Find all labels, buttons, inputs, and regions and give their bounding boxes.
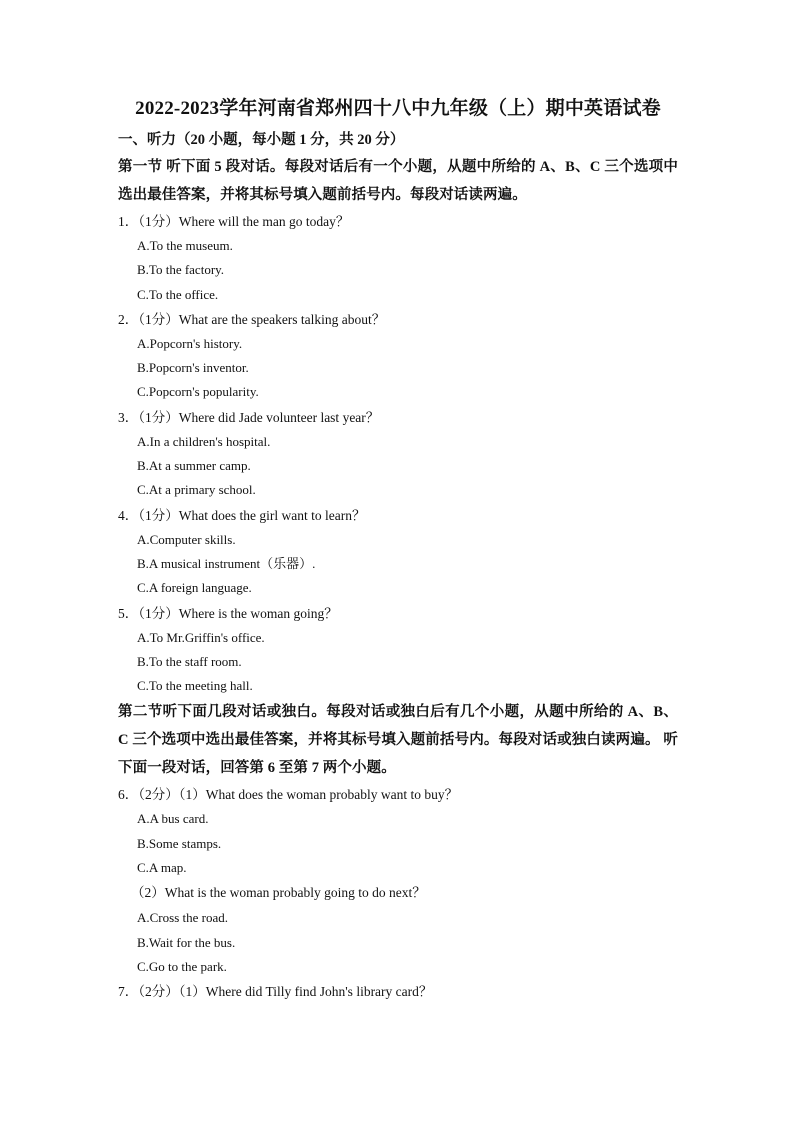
option-a: A.Cross the road.: [137, 910, 228, 926]
question-stem: 2．（1分）What are the speakers talking about？: [118, 311, 386, 327]
question-stem: 6．（2分）（1）What does the woman probably want to buy？: [118, 787, 459, 803]
option-b: B.Popcorn's inventor.: [137, 360, 249, 376]
question-stem: 3．（1分）Where did Jade volunteer last year？: [118, 409, 380, 425]
part1-instructions: 第一节 听下面 5 段对话。每段对话后有一个小题，从题中所给的 A、B、C 三个选项中选出最佳答案，并将其标号填入题前括号内。每段对话读两遍。: [118, 159, 678, 203]
question-block: [118, 601, 678, 699]
option-b: B.To the staff room.: [137, 653, 242, 669]
section-heading: 一、听力（20 小题，每小题 1 分，共 20 分）: [118, 132, 405, 148]
option-a: A.In a children's hospital.: [137, 433, 271, 449]
option-a: A.To Mr.Griffin's office.: [137, 629, 265, 645]
question-block: [118, 979, 678, 1004]
question-stem: 4．（1分）What does the girl want to learn？: [118, 507, 366, 523]
option-a: A.To the museum.: [137, 238, 233, 253]
option-b: B.To the factory.: [137, 262, 225, 278]
exam-page: [118, 92, 678, 1004]
question-block: [118, 209, 678, 307]
question-block: [118, 503, 678, 601]
option-c: C.A foreign language.: [137, 580, 252, 596]
question-stem: 1．（1分）Where will the man go today？: [118, 214, 350, 229]
option-b: B.At a summer camp.: [137, 458, 251, 474]
option-c: C.Popcorn's popularity.: [137, 384, 259, 400]
option-b: B.Some stamps.: [137, 835, 222, 851]
sub-question-stem: （2）What is the woman probably going to do next？: [131, 885, 426, 901]
option-c: C.Go to the park.: [137, 958, 227, 974]
option-b: B.A musical instrument（乐器）.: [137, 555, 316, 571]
option-a: A.Computer skills.: [137, 531, 236, 547]
exam-title: 2022-2023学年河南省郑州四十八中九年级（上）期中英语试卷: [135, 98, 661, 119]
option-a: A.A bus card.: [137, 811, 209, 827]
option-b: B.Wait for the bus.: [137, 934, 236, 950]
question-stem: 5．（1分）Where is the woman going？: [118, 605, 338, 621]
option-c: C.To the meeting hall.: [137, 678, 253, 694]
question-block: [118, 307, 678, 405]
option-c: C.A map.: [137, 860, 187, 876]
option-c: C.At a primary school.: [137, 482, 256, 498]
part2-instructions: 第二节听下面几段对话或独白。每段对话或独白后有几个小题，从题中所给的 A、B、C 三个选项中选出最佳答案，并将其标号填入题前括号内。每段对话或独白读两遍。 听下面一段对话，回答第 6 至第 7 两个小题。: [118, 704, 678, 777]
question-stem: 7．（2分）（1）Where did Tilly find John's library card？: [118, 984, 433, 1000]
option-a: A.Popcorn's history.: [137, 335, 243, 351]
question-block: [118, 782, 678, 979]
option-c: C.To the office.: [137, 286, 219, 302]
question-block: [118, 405, 678, 503]
